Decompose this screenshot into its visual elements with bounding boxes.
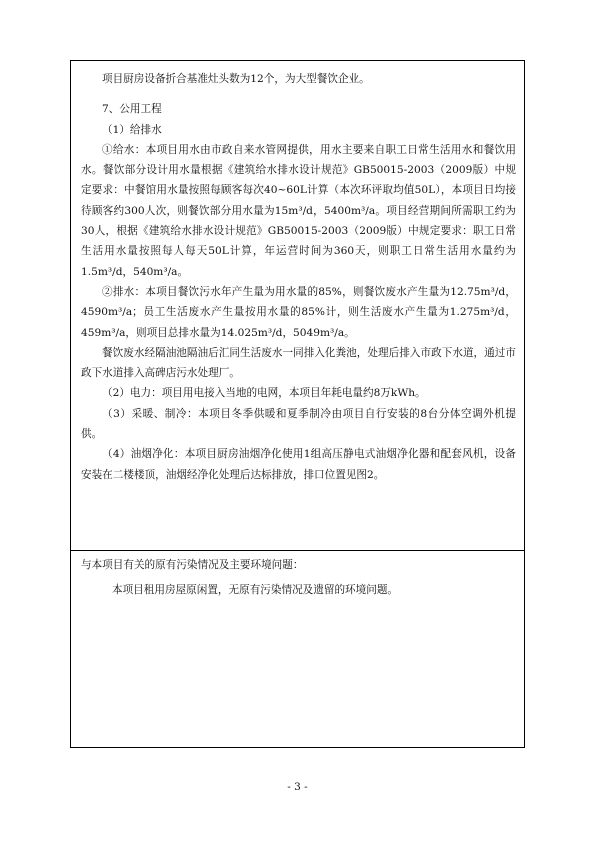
- equipment-paragraph: 项目厨房设备折合基准灶头数为12个，为大型餐饮企业。: [102, 73, 370, 85]
- report-table: [70, 60, 525, 748]
- project-description-cell: [81, 69, 516, 485]
- water-supply-paragraph: ①给水：本项目用水由市政自来水管网提供，用水主要来自职工日常生活用水和餐饮用水。餐饮部分设计用水量根据《建筑给水排水设计规范》GB50015-2003（2009版）中规定要求：中餐馆用水量按照每顾客每次40~60L计算（本次环评取均值50L），本项目日均接待顾客约300人次，则餐饮部分用水量为15m³/d，5400m³/a。项目经营期间所需职工约为30人，根据《建筑给水排水设计规范》GB50015-2003（2009版）中规定要求：职工日常生活用水量按照每人每天50L计算，年运营时间为360天，则职工日常生活用水量约为1.5m³/d，540m³/a。: [81, 143, 516, 278]
- fume-purification-paragraph: （4）油烟净化：本项目厨房油烟净化使用1组高压静电式油烟净化器和配套风机，设备安装在二楼楼顶，油烟经净化处理后达标排放，排口位置见图2。: [81, 448, 516, 481]
- existing-pollution-cell: [81, 555, 516, 601]
- page-number: - 3 -: [287, 781, 308, 793]
- wastewater-paragraph: 餐饮废水经隔油池隔油后汇同生活废水一同排入化粪池，处理后排入市政下水道，通过市政下水道排入高碑店污水处理厂。: [81, 346, 516, 380]
- water-heading: （1）给排水: [102, 123, 162, 136]
- utilities-heading: 7、公用工程: [102, 103, 162, 116]
- existing-pollution-body: 本项目租用房屋原闲置，无原有污染情况及遗留的环境问题。: [112, 584, 399, 597]
- existing-pollution-heading: 与本项目有关的原有污染情况及主要环境问题：: [81, 559, 304, 571]
- power-paragraph: （2）电力：项目用电接入当地的电网，本项目年耗电量约8万kWh。: [102, 387, 426, 400]
- heating-cooling-paragraph: （3）采暖、制冷：本项目冬季供暖和夏季制冷由项目自行安装的8台分体空调外机提供。: [81, 407, 516, 441]
- row-divider: [71, 550, 524, 551]
- drainage-paragraph: ②排水：本项目餐饮污水年产生量为用水量的85%，则餐饮废水产生量为12.75m³/d，4590m³/a；员工生活废水产生量按用水量的85%计，则生活废水产生量为1.275m³/d，459m³/a，则项目总排水量为14.025m³/d，5049m³/a。: [81, 285, 516, 339]
